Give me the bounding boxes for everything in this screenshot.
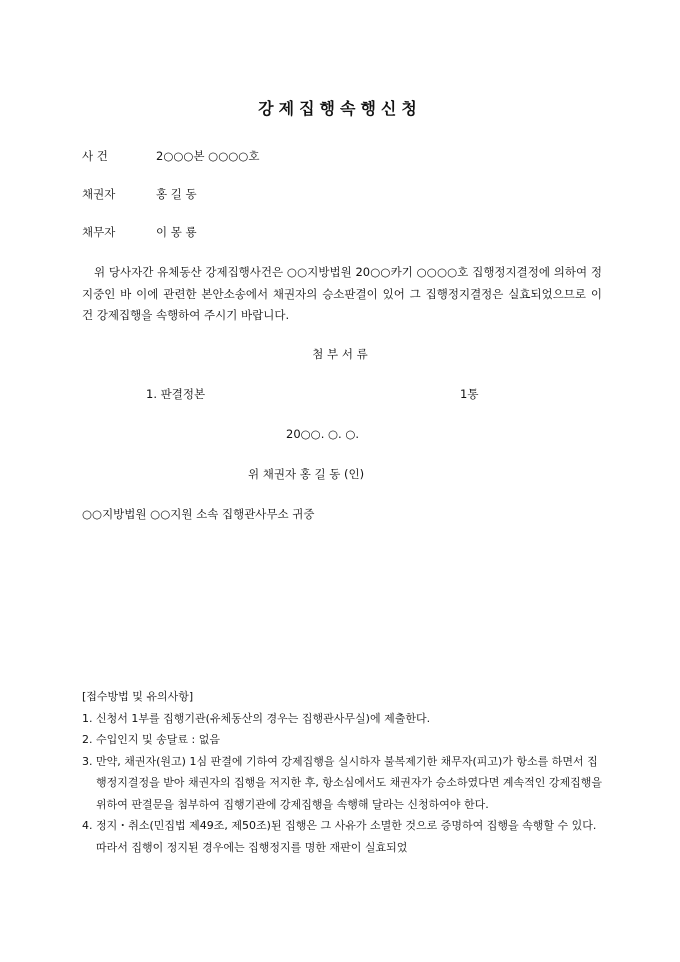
attachments-heading: 첨 부 서 류 xyxy=(312,347,368,361)
creditor-label: 채권자 xyxy=(82,187,116,201)
notes-heading: [접수방법 및 유의사항] xyxy=(82,690,194,703)
document-title: 강제집행속행신청 xyxy=(258,99,422,118)
note-item xyxy=(82,708,602,730)
notes-section xyxy=(82,686,602,858)
application-body xyxy=(82,262,602,327)
note-text: 만약, 채권자(원고) 1심 판결에 기하여 강제집행을 실시하자 불복제기한 채무자(피고)가 항소를 하면서 집행정지결정을 받아 채권자의 집행을 저지한 후, 항소심에서도 채권자가 승소하였다면 계속적인 강제집행을 위하여 판결문을 첨부하여 집행기관에 강제집행을 속행해 달라는 신청하여야 한다. xyxy=(96,754,603,811)
note-item xyxy=(82,815,602,858)
note-number: 2. xyxy=(82,733,93,746)
note-item xyxy=(82,751,602,816)
note-text: 신청서 1부를 집행기관(유체동산의 경우는 집행관사무실)에 제출한다. xyxy=(96,711,431,725)
note-text: 정지・취소(민집법 제49조, 제50조)된 집행은 그 사유가 소멸한 것으로 증명하여 집행을 속행할 수 있다. 따라서 집행이 정지된 경우에는 집행정지를 명한 재판이 실효되었 xyxy=(96,819,597,854)
case-label: 사 건 xyxy=(82,149,108,163)
body-text: 위 당사자간 유체동산 강제집행사건은 ○○지방법원 20○○카기 ○○○○호 집행정지결정에 의하여 정지중인 바 이에 관련한 본안소송에서 채권자의 승소판결이 있어 그 집행정지결정은 실효되었으므로 이 건 강제집행을 속행하여 주시기 바랍니다. xyxy=(82,265,602,322)
note-number: 1. xyxy=(82,711,93,725)
attachment-name: 1. 판결정본 xyxy=(146,387,206,401)
debtor-name: 이 몽 룡 xyxy=(156,225,197,239)
note-text: 수입인지 및 송달료 : 없음 xyxy=(96,733,220,746)
attachment-count: 1통 xyxy=(460,387,479,401)
case-number: 2○○○본 ○○○○호 xyxy=(156,149,260,163)
filing-date: 20○○. ○. ○. xyxy=(286,427,360,441)
note-number: 4. xyxy=(82,819,93,832)
note-item xyxy=(82,729,602,751)
signature-line: 위 채권자 홍 길 동 (인) xyxy=(248,467,365,481)
note-number: 3. xyxy=(82,754,93,768)
creditor-name: 홍 길 동 xyxy=(156,187,197,201)
addressee: ○○지방법원 ○○지원 소속 집행관사무소 귀중 xyxy=(82,507,315,521)
debtor-label: 채무자 xyxy=(82,225,116,239)
